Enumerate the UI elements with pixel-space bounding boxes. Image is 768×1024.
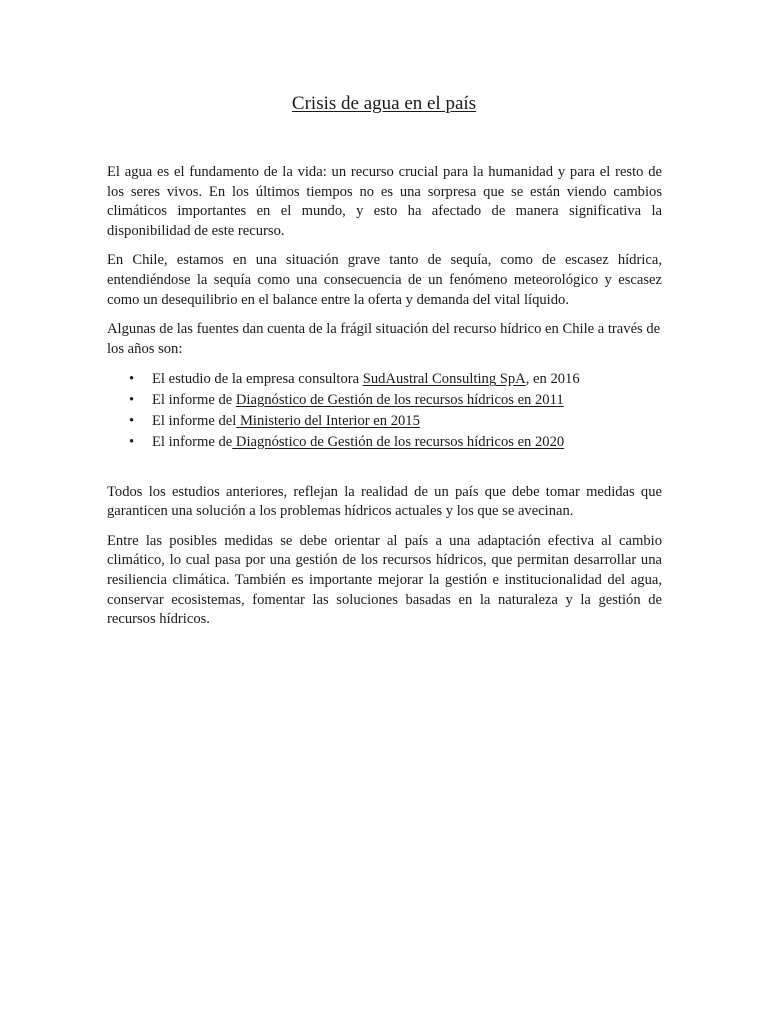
sources-list: [107, 369, 662, 452]
document-title: Crisis de agua en el país: [291, 93, 477, 114]
list-item: [107, 411, 662, 432]
bullet-icon: •: [129, 392, 135, 409]
bullet-icon: •: [129, 371, 135, 388]
paragraph-intro: El agua es el fundamento de la vida: un recurso crucial para la humanidad y para el resto de los seres vivos. En los últimos tiempos no es una sorpresa que se están viendo cambios climáticos importantes en el mundo, y esto ha afectado de manera significativa la disponibilidad de este recurso.: [107, 164, 662, 239]
paragraph-chile-situation: En Chile, estamos en una situación grave tanto de sequía, como de escasez hídrica, entendiéndose la sequía como una consecuencia de un fenómeno meteorológico y escasez como un desequilibrio en el balance entre la oferta y demanda del vital líquido.: [107, 252, 662, 308]
link-sudaustral[interactable]: SudAustral Consulting SpA: [362, 371, 526, 388]
paragraph-conclusion: Todos los estudios anteriores, reflejan la realidad de un país que debe tomar medidas que garanticen una solución a los problemas hídricos actuales y los que se avecinan.: [107, 483, 662, 520]
list-item-text: El informe del: [152, 412, 237, 429]
paragraph-sources-intro: Algunas de las fuentes dan cuenta de la frágil situación del recurso hídrico en Chile a través de los años son:: [107, 321, 661, 357]
spacer: [107, 453, 662, 483]
bullet-icon: •: [129, 433, 135, 450]
list-item-text: El estudio de la empresa consultora: [152, 371, 363, 388]
list-item-text: El informe de: [152, 392, 236, 409]
list-item: [107, 432, 662, 453]
list-item: [107, 369, 662, 390]
bullet-icon: •: [129, 412, 135, 429]
link-ministerio-interior[interactable]: Ministerio del Interior en 2015: [236, 412, 420, 429]
list-item: [107, 390, 662, 411]
paragraph-measures: Entre las posibles medidas se debe orientar al país a una adaptación efectiva al cambio climático, lo cual pasa por una gestión de los recursos hídricos, que permitan desarrollar una resiliencia climática. También es importante mejorar la gestión e institucionalidad del agua, conservar ecosistemas, fomentar las soluciones basadas en la naturaleza y la gestión de recursos hídricos.: [107, 532, 662, 628]
link-diagnostico-2011[interactable]: Diagnóstico de Gestión de los recursos hídricos en 2011: [235, 392, 564, 409]
list-item-text: , en 2016: [525, 371, 580, 388]
link-diagnostico-2020[interactable]: Diagnóstico de Gestión de los recursos hídricos en 2020: [232, 433, 565, 450]
list-item-text: El informe de: [152, 433, 233, 450]
document-body: [107, 163, 662, 640]
